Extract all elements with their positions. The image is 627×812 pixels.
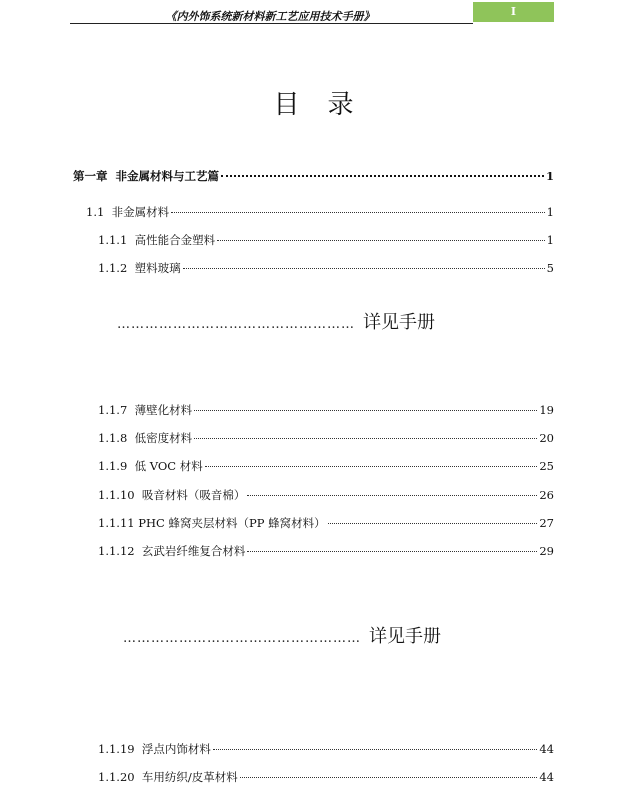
toc-entry-1-1-7[interactable] [98,402,554,418]
toc-entry-page: 27 [539,516,554,530]
page-number-badge: I [473,2,554,22]
toc-entry-label: 1.1.10 吸音材料（吸音棉） [98,488,246,502]
ellipsis-dots: …………………………………………… [123,631,361,646]
toc-entry-page: 1 [545,169,554,183]
toc-entry-label: 1.1.9 低 VOC 材料 [98,459,203,473]
dot-leader [183,268,545,269]
toc-entry-page: 1 [546,205,554,219]
dot-leader [194,410,537,411]
toc-entry-1-1-11[interactable] [98,515,554,531]
toc-entry-page: 44 [539,770,554,784]
toc-entry-1-1-2[interactable] [98,260,554,276]
toc-entry-1-1-12[interactable] [98,543,554,559]
toc-entry-1-1-10[interactable] [98,487,554,503]
toc-entry-page: 1 [546,233,554,247]
toc-entry-label: 1.1.12 玄武岩纤维复合材料 [98,544,246,558]
dot-leader [240,777,538,778]
dot-leader [205,466,538,467]
toc-entry-label: 1.1.2 塑料玻璃 [98,261,181,275]
dot-leader [217,240,545,241]
dot-leader [221,175,544,177]
dot-leader [247,495,537,496]
toc-entry-label: 1.1 非金属材料 [86,205,170,219]
toc-entry-label: 1.1.20 车用纺织/皮革材料 [98,770,238,784]
toc-entry-1-1-1[interactable] [98,232,554,248]
dot-leader [194,438,537,439]
toc-entry-page: 25 [539,459,554,473]
toc-entry-page: 44 [539,742,554,756]
toc-entry-1-1-9[interactable] [98,458,554,474]
omitted-entries-note-2 [123,622,441,648]
ellipsis-dots: …………………………………………… [117,317,355,332]
see-manual-text: 详见手册 [363,312,435,333]
toc-entry-label: 1.1.1 高性能合金塑料 [98,233,216,247]
toc-entry-page: 19 [539,403,554,417]
see-manual-text: 详见手册 [369,626,441,647]
omitted-entries-note-1 [117,308,435,334]
toc-title: 目录 [273,90,382,120]
header-title: 《内外饰系统新材料新工艺应用技术手册》 [165,10,375,23]
dot-leader [247,551,537,552]
toc-entry-label: 1.1.7 薄壁化材料 [98,403,193,417]
toc-entry-1-1-20[interactable] [98,769,554,785]
toc-entry-1-1-8[interactable] [98,430,554,446]
toc-entry-page: 5 [546,261,554,275]
toc-entry-label: 1.1.11 PHC 蜂窝夹层材料（PP 蜂窝材料） [98,516,326,530]
toc-entry-page: 26 [539,488,554,502]
dot-leader [328,523,538,524]
toc-entry-page: 20 [539,431,554,445]
header-rule [70,23,473,24]
dot-leader [171,212,545,213]
toc-entry-page: 29 [539,544,554,558]
toc-section-1-1[interactable] [86,204,554,220]
toc-chapter-1[interactable] [73,168,554,184]
dot-leader [213,749,537,750]
toc-entry-label: 1.1.19 浮点内饰材料 [98,742,211,756]
toc-entry-label: 1.1.8 低密度材料 [98,431,193,445]
toc-entry-label: 第一章 非金属材料与工艺篇 [73,169,220,183]
toc-entry-1-1-19[interactable] [98,741,554,757]
